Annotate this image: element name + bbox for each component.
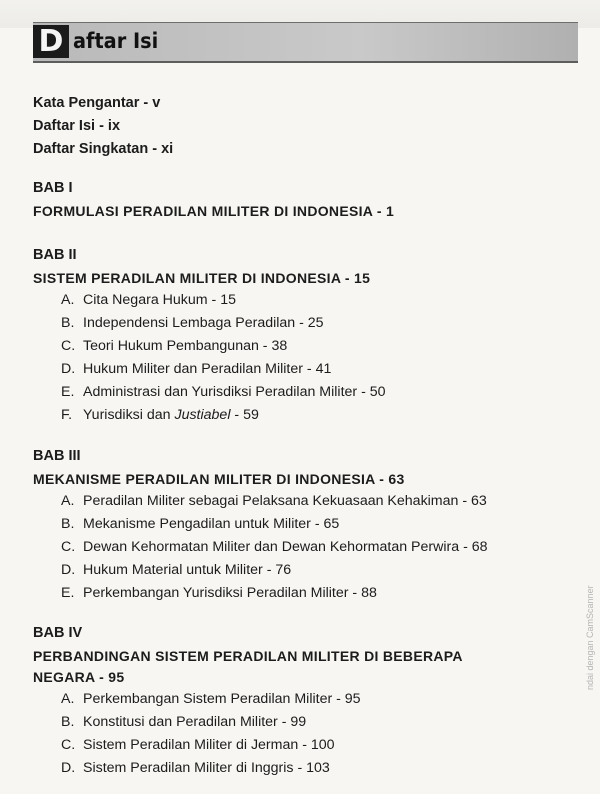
toc-front-item[interactable]: Daftar Isi - ix: [33, 118, 121, 134]
toc-subitem[interactable]: B. Konstitusi dan Peradilan Militer - 99: [61, 714, 307, 730]
chapter-label: BAB I: [33, 180, 73, 196]
chapter-label: BAB II: [33, 247, 77, 263]
chapter-title[interactable]: FORMULASI PERADILAN MILITER DI INDONESIA - 1: [33, 203, 395, 219]
toc-subitem[interactable]: E. Perkembangan Yurisdiksi Peradilan Militer - 88: [61, 585, 377, 601]
toc-subitem[interactable]: C. Teori Hukum Pembangunan - 38: [61, 338, 288, 354]
toc-subitem[interactable]: B. Independensi Lembaga Peradilan - 25: [61, 315, 324, 331]
toc-subitem[interactable]: A. Perkembangan Sistem Peradilan Militer - 95: [61, 691, 361, 707]
toc-subitem[interactable]: B. Mekanisme Pengadilan untuk Militer - 65: [61, 516, 340, 532]
toc-subitem[interactable]: A. Cita Negara Hukum - 15: [61, 292, 236, 308]
title-initial-cap: D: [33, 25, 69, 58]
toc-subitem[interactable]: C. Sistem Peradilan Militer di Jerman - 100: [61, 737, 335, 753]
toc-subitem[interactable]: D. Hukum Militer dan Peradilan Militer - 41: [61, 361, 332, 377]
chapter-title[interactable]: MEKANISME PERADILAN MILITER DI INDONESIA - 63: [33, 471, 405, 487]
toc-subitem[interactable]: E. Administrasi dan Yurisdiksi Peradilan Militer - 50: [61, 384, 386, 400]
toc-front-item[interactable]: Daftar Singkatan - xi: [33, 141, 174, 157]
toc-subitem[interactable]: D. Hukum Material untuk Militer - 76: [61, 562, 292, 578]
page-title: aftar Isi: [73, 29, 159, 53]
toc-subitem[interactable]: A. Peradilan Militer sebagai Pelaksana Kekuasaan Kehakiman - 63: [61, 493, 487, 509]
scanner-watermark: ndai dengan CamScanner: [585, 585, 595, 690]
toc-front-item[interactable]: Kata Pengantar - v: [33, 95, 161, 111]
chapter-title-continued[interactable]: NEGARA - 95: [33, 669, 125, 685]
chapter-label: BAB IV: [33, 625, 83, 641]
toc-subitem[interactable]: F. Yurisdiksi dan Justiabel - 59: [61, 407, 259, 423]
page-title-bar: [33, 22, 578, 63]
chapter-label: BAB III: [33, 448, 81, 464]
chapter-title[interactable]: PERBANDINGAN SISTEM PERADILAN MILITER DI BEBERAPA: [33, 648, 463, 664]
toc-subitem[interactable]: C. Dewan Kehormatan Militer dan Dewan Kehormatan Perwira - 68: [61, 539, 488, 555]
toc-subitem[interactable]: D. Sistem Peradilan Militer di Inggris - 103: [61, 760, 330, 776]
chapter-title[interactable]: SISTEM PERADILAN MILITER DI INDONESIA - 15: [33, 270, 371, 286]
